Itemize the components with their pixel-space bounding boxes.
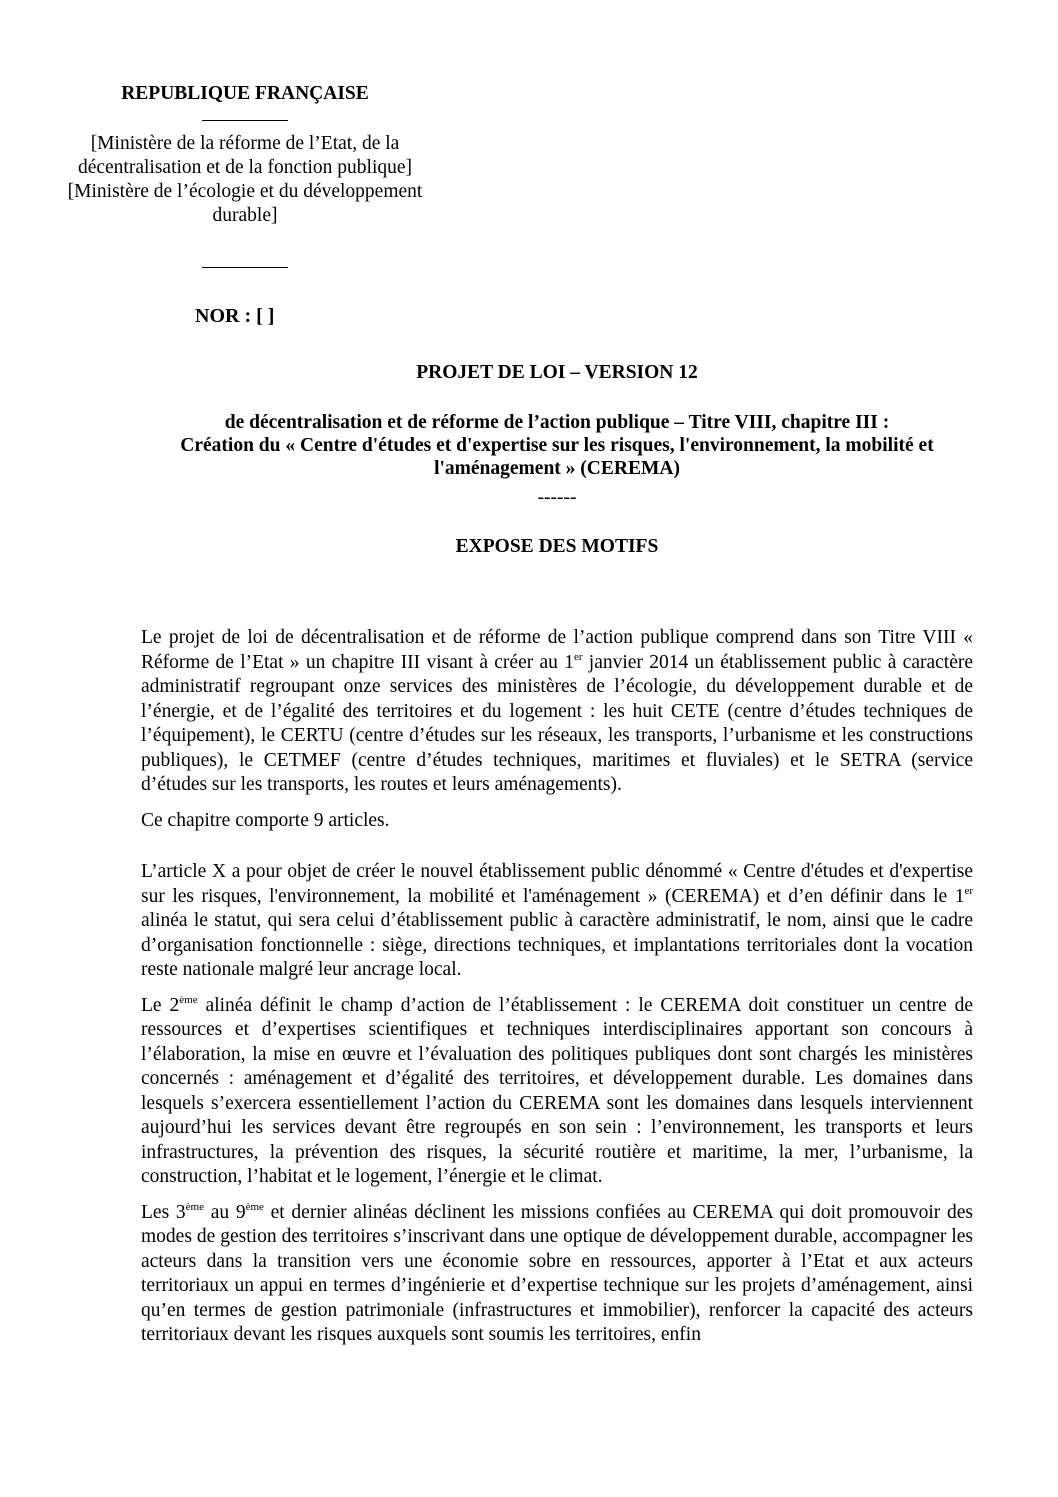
ministeres-block [60,132,430,228]
projet-title: PROJET DE LOI – VERSION 12 [416,362,698,383]
subtitle [132,411,982,480]
expose-heading: EXPOSE DES MOTIFS [455,536,659,557]
title-separator: ------ [537,487,577,508]
ministere-reforme: [Ministère de la réforme de l’Etat, de la décentralisation et de la fonction publique] [77,133,413,178]
paragraph-article-count: Ce chapitre comporte 9 articles. [141,809,390,831]
paragraph-intro: Le projet de loi de décentralisation et de réforme de l’action publique comprend dans son Titre VIII « Réforme de l’Etat » un chapitre III visant à créer au 1er janvier 2014 un établissement public à caractère administratif regroupant onze services des ministères de l’écologie, du développement durable et de l’énergie, et de l’égalité des territoires et du logement : les huit CETE (centre d’études techniques de l’équipement), le CERTU (centre d’études sur les réseaux, les transports, l’urbanisme et les constructions publiques), le CETMEF (centre d’études techniques, maritimes et fluviales) et le SETRA (service d’études sur les transports, les routes et leurs aménagements). [141,627,973,795]
header-rule-bottom [202,267,288,268]
intro-section [141,626,973,844]
subtitle-line-2: Création du « Centre d'études et d'expertise sur les risques, l'environnement, la mobilité et [180,435,934,456]
paragraph-alineas-3-9: Les 3ème au 9ème et dernier alinéas déclinent les missions confiées au CEREMA qui doit promouvoir des modes de gestion des territoires s’inscrivant dans une optique de développement durable, accompagner les acteurs dans la transition vers une économie sobre en ressources, apporter à l’Etat et aux acteurs territoriaux un appui en termes d’ingénierie et d’expertise technique sur les projets d’aménagement, ainsi qu’en termes de gestion patrimoniale (infrastructures et immobilier), renforcer la capacité des acteurs territoriaux devant les risques auxquels sont soumis les territoires, enfin [141,1200,974,1345]
paragraph-alinea-2: Le 2ème alinéa définit le champ d’action de l’établissement : le CEREMA doit constituer un centre de ressources et d’expertises scientifiques et techniques interdisciplinaires apportant son concours à l’élaboration, la mise en œuvre et l’évaluation des politiques publiques dont sont chargés les ministères concernés : aménagement et d’égalité des territoires, et développement durable. Les domaines dans lesquels s’exercera essentiellement l’action du CEREMA sont les domaines dans lesquels interviennent aujourd’hui les services devant être regroupés en son sein : l’environnement, les transports et leurs infrastructures, la prévention des risques, la sécurité routière et maritime, la mer, l’urbanisme, la construction, l’habitat et le logement, l’énergie et le climat. [141,993,973,1187]
subtitle-line-3: l'aménagement » (CEREMA) [434,458,680,479]
nor-reference: NOR : [ ] [195,305,275,327]
header-rule-top [202,120,288,121]
paragraph-article-x: L’article X a pour objet de créer le nouvel établissement public dénommé « Centre d'études et d'expertise sur les risques, l'environnement, la mobilité et l'aménagement » (CEREMA) et d’en définir dans le 1er alinéa le statut, qui sera celui d’établissement public à caractère administratif, le nom, ainsi que le cadre d’organisation fonctionnelle : siège, directions techniques, et implantations territoriales dont la vocation reste nationale malgré leur ancrage local. [141,861,973,980]
subtitle-line-1: de décentralisation et de réforme de l’action publique – Titre VIII, chapitre III : [224,412,890,433]
ministere-ecologie: [Ministère de l’écologie et du développement durable] [67,181,423,226]
articles-section [141,860,973,1359]
republique-heading: REPUBLIQUE FRANÇAISE [121,83,369,104]
